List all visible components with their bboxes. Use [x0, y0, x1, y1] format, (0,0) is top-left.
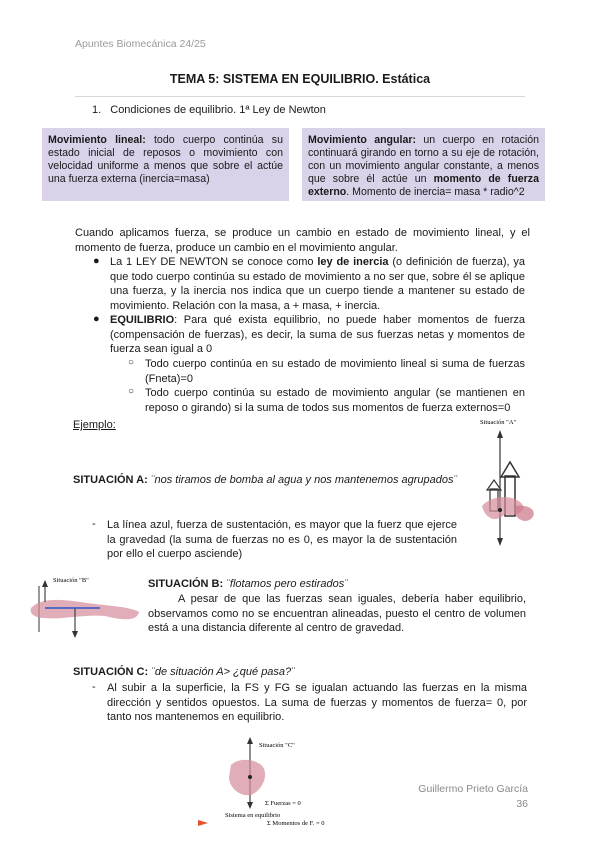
situation-b-heading [148, 577, 528, 592]
sub-point-linear: Todo cuerpo continúa en su estado de movimiento lineal si suma de fuerzas (Fneta)=0 [145, 358, 525, 385]
angular-text-2: . Momento de inercia= masa * radio^2 [346, 186, 525, 198]
bullet-equilibrium-bold: EQUILIBRIO [110, 314, 175, 326]
red-arrow-icon [198, 818, 212, 828]
linear-term: Movimiento lineal: [48, 134, 146, 146]
stretched-body-shape [31, 600, 139, 619]
bullet-dot: ● [93, 313, 100, 325]
situation-c-figure [195, 735, 355, 827]
linear-motion-box [42, 128, 289, 201]
center-point [498, 508, 502, 512]
c-down-arrow-head [247, 802, 253, 809]
bullet-equilibrium [110, 313, 525, 357]
situation-c-caption: Situación "C" [259, 742, 295, 749]
situation-b-text: A pesar de que las fuerzas sean iguales, debería haber equilibrio, observamos como no se encuentran alineadas, puesto el centro de volumen está a una distancia diferente al centro de gravedad. [148, 593, 526, 634]
tucked-legs-shape [515, 506, 534, 521]
tucked-body-c-shape [229, 760, 265, 795]
footer-page-number: 36 [516, 798, 528, 810]
angular-term-2: momento de fuerza externo [308, 173, 539, 198]
page-title: TEMA 5: SISTEMA EN EQUILIBRIO. Estática [169, 72, 431, 86]
angular-term: Movimiento angular: [308, 134, 416, 146]
situation-c-text: Al subir a la superficie, la FS y FG se igualan actuando las fuerzas en la misma dirección y sentidos opuestos. La suma de fuerzas y momentos de fuerza= 0, por tanto nos mantenemos en equilibrio. [107, 682, 527, 723]
situation-a-quote: ¨nos tiramos de bomba al agua y nos mantenemos agrupados¨ [147, 474, 458, 486]
situation-a-caption: Situación "A" [480, 419, 517, 426]
situation-c-quote: ¨de situación A> ¿qué pasa?¨ [148, 666, 295, 678]
buoyancy-arrow-head [501, 462, 519, 477]
dash-bullet: - [92, 518, 96, 530]
c-up-arrow-head [247, 737, 253, 744]
situation-a-text: La línea azul, fuerza de sustentación, es mayor que la fuerz que ejerce la gravedad (la suma de fuerzas no es 0, es mayor la de sustentación por ello el cuerpo asciende) [107, 519, 457, 560]
situation-b-label: SITUACIÓN B: [148, 578, 224, 590]
intro-paragraph: Cuando aplicamos fuerza, se produce un cambio en estado de movimiento lineal, y el momento de fuerza, produce un cambio en el movimiento angular. [75, 227, 530, 254]
example-heading: Ejemplo: [73, 419, 116, 431]
arrow-up-head [497, 430, 503, 438]
c-sum-moments: Σ Momentos de F. = 0 [267, 820, 325, 827]
b-up-arrow-head [42, 580, 48, 587]
situation-c-heading [73, 665, 523, 680]
c-equilibrium-label: Sistema en equilibrio [225, 812, 281, 819]
b-down-arrow-head [72, 631, 78, 638]
section-number: 1. [92, 104, 102, 116]
bullet-newton-bold: ley de inercia [317, 256, 389, 268]
angular-text-1: un cuerpo en rotación continuará girando en torno a su eje de rotación, con un movimiento angular constante, a menos que sobre él actúe un [308, 134, 540, 185]
angular-motion-box [302, 128, 545, 201]
sub-point-angular: Todo cuerpo continúa su estado de movimiento angular (se mantienen en reposo o girando) si la suma de todos sus momentos de fuerza externos=0 [145, 387, 525, 414]
linear-text: todo cuerpo continúa su estado inicial de reposos o movimiento con velocidad uniforme a menos que sobre el actúe una fuerza externa (inercia=masa) [48, 134, 283, 185]
section-label: Condiciones de equilibrio. 1ª Ley de Newton [110, 104, 326, 116]
section-heading [92, 104, 326, 116]
bullet-equilibrium-post: : Para qué exista equilibrio, no puede haber momentos de fuerza (compensación de fuerzas), es decir, la suma de sus fuerzas netas y momentos de fuerza sean igual a 0 [110, 314, 525, 355]
situation-b-figure [25, 572, 145, 642]
situation-b-quote: ¨flotamos pero estirados¨ [223, 578, 348, 590]
title-divider [75, 96, 525, 97]
bullet-newton-post: (o definición de fuerza), ya que todo cuerpo continúa su estado de movimiento a no ser que, sobre él se aplique una fuerza, y la inercia nos indica que un cuerpo tiende a mantener su estado de movimiento. Relación con la masa, a + masa, + inercia. [110, 256, 525, 312]
situation-b-caption: Situación "B" [53, 577, 89, 584]
c-sum-forces: Σ Fuerzas = 0 [265, 800, 301, 807]
situation-a-label: SITUACIÓN A: [73, 474, 148, 486]
situation-a-figure [470, 414, 550, 554]
bullet-dot: ● [93, 255, 100, 267]
dash-bullet: - [92, 681, 96, 693]
arrow-down-head [497, 538, 503, 546]
page-footer [418, 782, 528, 812]
bullet-newton [110, 255, 525, 313]
bullet-newton-pre: La 1 LEY DE NEWTON se conoce como [110, 256, 318, 268]
page-header: Apuntes Biomecánica 24/25 [75, 38, 206, 50]
c-center-point [248, 775, 252, 779]
situation-c-label: SITUACIÓN C: [73, 666, 149, 678]
sub-bullet-circle: ○ [128, 357, 135, 368]
footer-author: Guillermo Prieto García [418, 783, 528, 795]
situation-a-heading [73, 473, 458, 488]
sub-bullet-circle: ○ [128, 386, 135, 397]
